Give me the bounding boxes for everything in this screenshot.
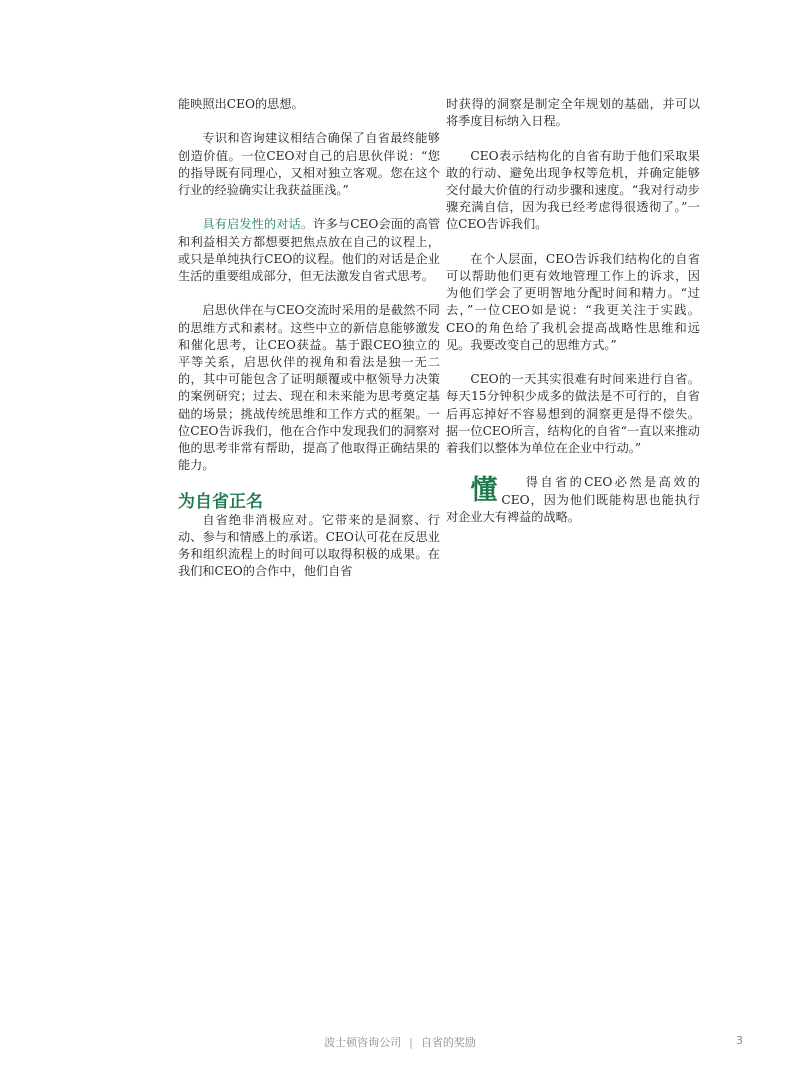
left-paragraph-1: 能映照出CEO的思想。 bbox=[178, 97, 304, 111]
footer-title: 自省的奖励 bbox=[420, 1036, 476, 1049]
page-number: 3 bbox=[736, 1034, 743, 1047]
run-in-heading: 具有启发性的对话。 bbox=[202, 217, 314, 232]
drop-cap: 懂 bbox=[470, 475, 498, 507]
page-footer bbox=[0, 1034, 800, 1050]
footer-company: 波士顿咨询公司 bbox=[324, 1036, 402, 1049]
right-column bbox=[446, 96, 700, 543]
footer-separator: | bbox=[409, 1036, 413, 1049]
right-paragraph-4: CEO的一天其实很难有时间来进行自省。每天15分钟积少成多的做法是不可行的，自省后再忘掉好不容易想到的洞察更是得不偿失。据一位CEO所言，结构化的自省“一直以来推动着我们以整体为单位在企业中行动。” bbox=[446, 372, 700, 456]
right-paragraph-3: 在个人层面，CEO告诉我们结构化的自省可以帮助他们更有效地管理工作上的诉求，因为他们学会了更明智地分配时间和精力。“过去，”一位CEO如是说：“我更关注于实践。CEO的角色给了我机会提高战略性思维和远见。我要改变自己的思维方式。” bbox=[446, 251, 700, 352]
left-column bbox=[178, 96, 440, 598]
left-paragraph-2: 专识和咨询建议相结合确保了自省最终能够创造价值。一位CEO对自己的启思伙伴说：“您的指导既有同理心，又相对独立客观。您在这个行业的经验确实让我获益匪浅。” bbox=[178, 131, 440, 197]
left-paragraph-3-body: 许多与CEO会面的高管和利益相关方都想要把焦点放在自己的议程上，或只是单纯执行CEO的议程。他们的对话是企业生活的重要组成部分，但无法激发自省式思考。 bbox=[178, 217, 441, 283]
pull-quote bbox=[446, 474, 700, 526]
left-paragraph-5: 自省绝非消极应对。它带来的是洞察、行动、参与和情感上的承诺。CEO认可花在反思业务和组织流程上的时间可以取得积极的成果。在我们和CEO的合作中，他们自省 bbox=[178, 512, 440, 579]
right-paragraph-2: CEO表示结构化的自省有助于他们采取果敢的行动、避免出现争权等危机，并确定能够交付最大价值的行动步骤和速度。“我对行动步骤充满自信，因为我已经考虑得很透彻了。”一位CEO告诉我们。 bbox=[446, 148, 700, 232]
left-paragraph-4: 启思伙伴在与CEO交流时采用的是截然不同的思维方式和素材。这些中立的新信息能够激发和催化思考，让CEO获益。基于跟CEO独立的平等关系，启思伙伴的视角和看法是独一无二的，其中可能包含了证明颠覆或中枢领导力决策的案例研究；过去、现在和未来能为思考奠定基础的场景；挑战传统思维和工作方式的框架。一位CEO告诉我们，他在合作中发现我们的洞察对他的思考非常有帮助，提高了他取得正确结果的能力。 bbox=[178, 303, 440, 473]
left-paragraph-3 bbox=[178, 216, 440, 285]
right-paragraph-1: 时获得的洞察是制定全年规划的基础，并可以将季度目标纳入日程。 bbox=[446, 97, 700, 129]
section-heading: 为自省正名 bbox=[178, 491, 263, 512]
pull-quote-body: 得自省的CEO必然是高效的CEO，因为他们既能构思也能执行对企业大有裨益的战略。 bbox=[446, 475, 700, 524]
